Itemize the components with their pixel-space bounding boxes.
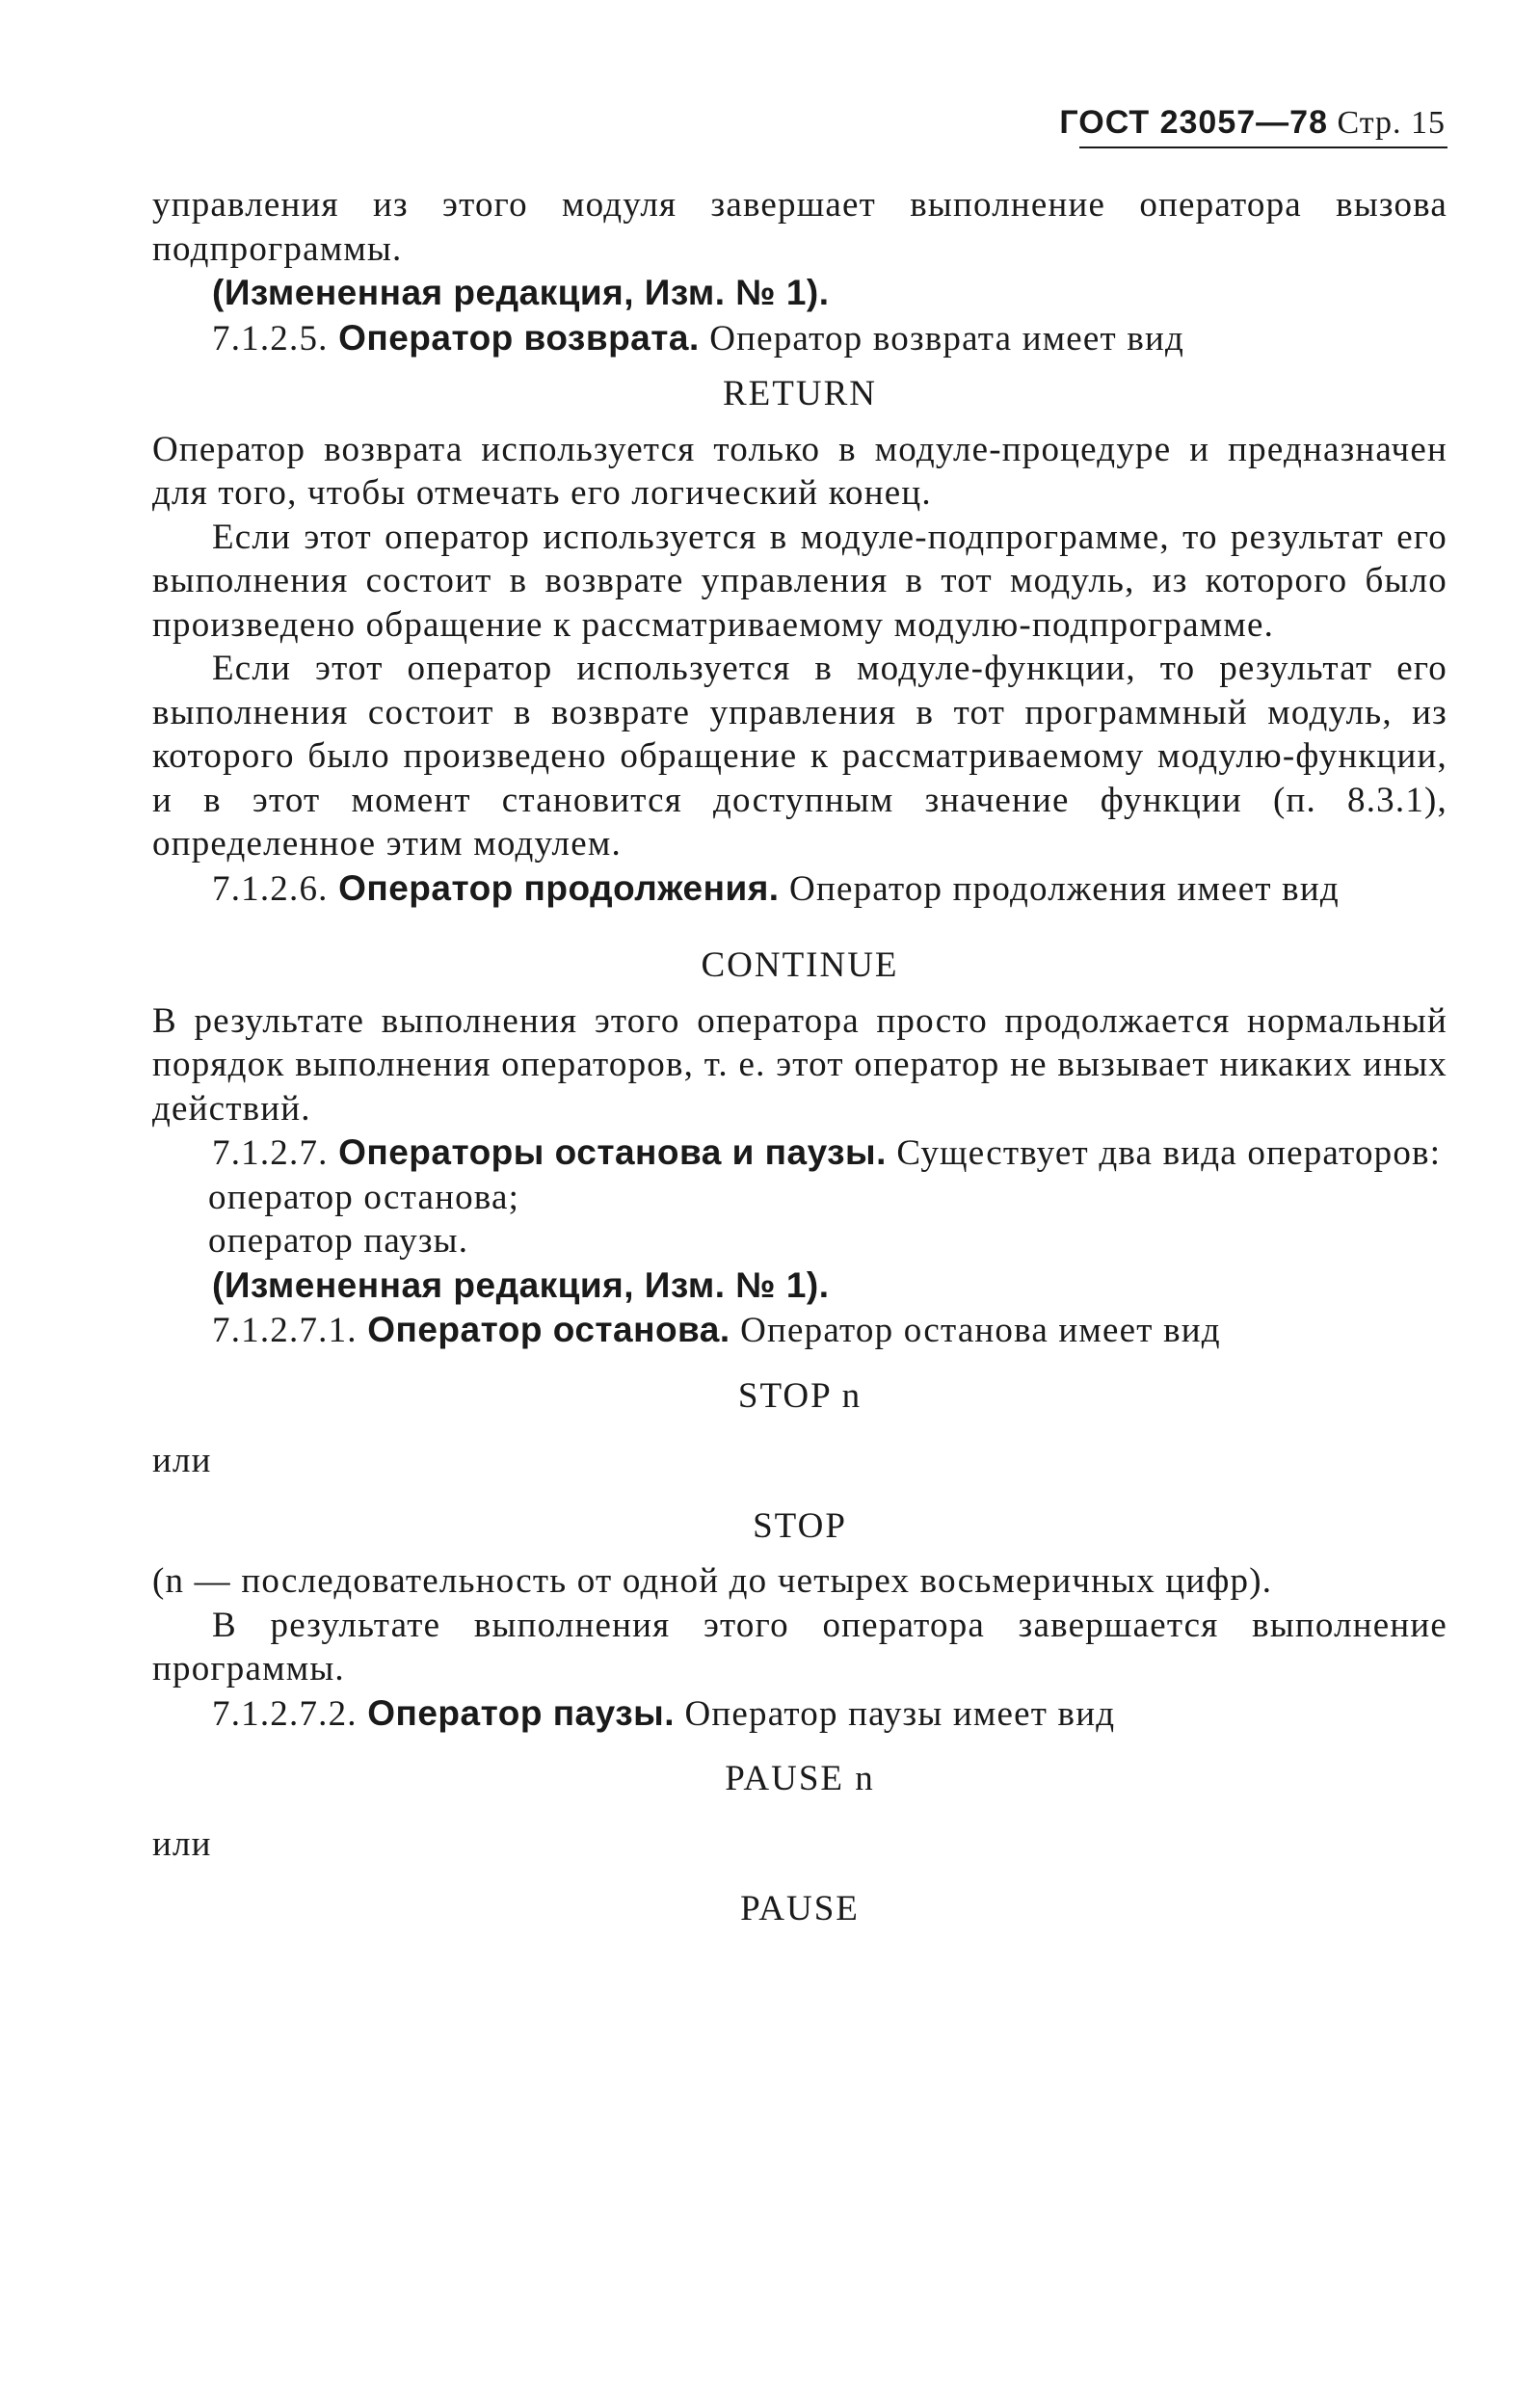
section-7-1-2-7: [152, 1130, 1447, 1176]
section-number: 7.1.2.6.: [212, 868, 329, 909]
section-text: Существует два вида операторов:: [896, 1133, 1442, 1173]
amendment-text: (Измененная редакция, Изм. № 1).: [212, 273, 830, 312]
header-rule: [1079, 146, 1447, 148]
paragraph-stop-note: (n — последовательность от одной до четырех восьмеричных цифр).: [152, 1561, 1273, 1601]
amendment-note: [152, 271, 1447, 316]
code-return: RETURN: [723, 374, 877, 413]
list-item: оператор паузы.: [208, 1221, 469, 1261]
paragraph-stop-result: В результате выполнения этого оператора завершается выполнение программы.: [152, 1605, 1447, 1688]
page-header: [964, 104, 1446, 142]
code-continue: CONTINUE: [701, 945, 899, 985]
paragraph-continuation: управления из этого модуля завершает выполнение оператора вызова подпрограммы.: [152, 185, 1447, 269]
code-stop: STOP: [753, 1505, 847, 1546]
paragraph-return-function: Если этот оператор используется в модуле-функции, то результат его выполнения состоит в возврате управления в тот программный модуль, из которого было произведено обращение к рассматриваемому модулю-функции, и в этот момент становится доступным значение функции (п. 8.3.1), определенное этим модулем.: [152, 649, 1447, 864]
section-7-1-2-5: [152, 316, 1447, 361]
code-pause-n: PAUSE n: [725, 1759, 875, 1798]
section-title: Операторы останова и паузы.: [338, 1132, 887, 1172]
section-text: Оператор останова имеет вид: [740, 1311, 1221, 1350]
section-number: 7.1.2.7.1.: [212, 1311, 358, 1350]
code-stop-n: STOP n: [737, 1375, 863, 1416]
standard-number: ГОСТ 23057—78: [1059, 104, 1328, 141]
paragraph-return-usage: Оператор возврата используется только в модуле-процедуре и предназначен для того, чтобы отмечать его логический конец.: [152, 429, 1447, 513]
section-number: 7.1.2.7.: [212, 1133, 329, 1173]
amendment-note: [152, 1263, 1447, 1309]
section-7-1-2-7-2: [152, 1691, 1447, 1737]
paragraph-return-subroutine: Если этот оператор используется в модуле-подпрограмме, то результат его выполнения состоит в возврате управления в тот модуль, из которого было произведено обращение к рассматриваемому модулю-подпрограмме.: [152, 517, 1447, 645]
section-text: Оператор продолжения имеет вид: [789, 868, 1340, 909]
section-7-1-2-6: [152, 866, 1447, 912]
or-word: или: [152, 1441, 212, 1480]
section-title: Оператор останова.: [367, 1310, 730, 1349]
section-number: 7.1.2.5.: [212, 318, 329, 359]
page-number: Стр. 15: [1337, 105, 1446, 141]
section-text: Оператор паузы имеет вид: [684, 1693, 1116, 1734]
or-word: или: [152, 1823, 212, 1864]
section-title: Оператор паузы.: [367, 1692, 675, 1733]
section-text: Оператор возврата имеет вид: [709, 318, 1185, 359]
section-title: Оператор продолжения.: [338, 867, 780, 908]
section-7-1-2-7-1: [152, 1308, 1447, 1353]
section-number: 7.1.2.7.2.: [212, 1693, 358, 1734]
paragraph-continue-result: В результате выполнения этого оператора просто продолжается нормальный порядок выполнения операторов, т. е. этот оператор не вызывает никаких иных действий.: [152, 1000, 1447, 1129]
section-title: Оператор возврата.: [338, 317, 700, 358]
document-body: [152, 183, 1447, 1931]
amendment-text: (Измененная редакция, Изм. № 1).: [212, 1264, 830, 1305]
code-pause: PAUSE: [740, 1889, 860, 1928]
list-item: оператор останова;: [208, 1177, 520, 1217]
